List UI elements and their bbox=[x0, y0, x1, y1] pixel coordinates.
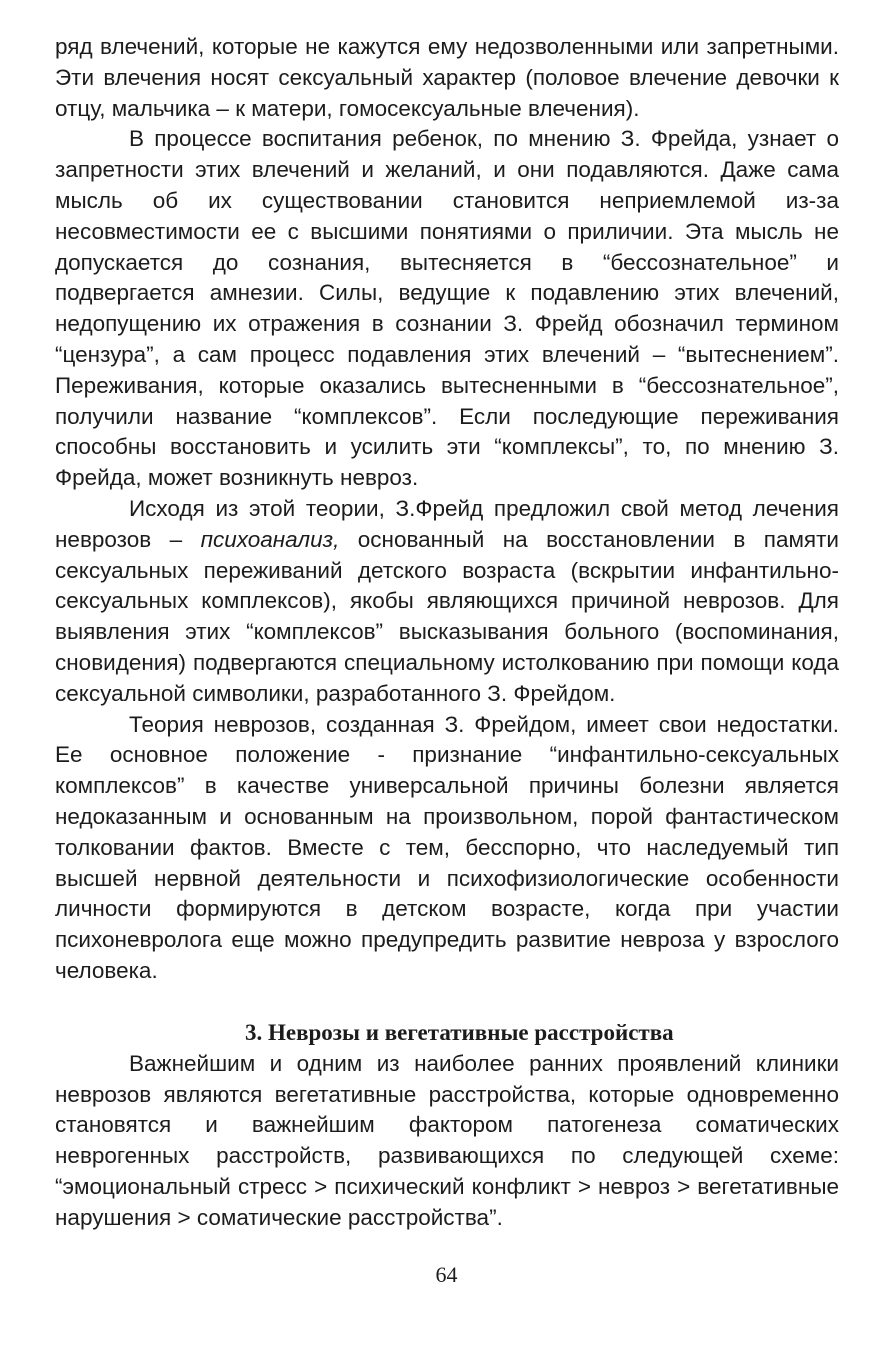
paragraph-2: В процессе воспитания ребенок, по мнению З. Фрейда, узнает о запретности этих влечений и желаний, и они подавляются. Даже сама мысль об их существовании становится неприемлемой из-за несовместимости ее с высшими понятиями о приличии. Эта мысль не допускается до сознания, вытесняется в “бессознательное” и подвергается амнезии. Силы, ведущие к подавлению этих влечений, недопущению их отражения в сознании З. Фрейд обозначил термином “цензура”, а сам процесс подавления этих влечений – “вытеснением”. Переживания, которые оказались вытесненными в “бессознательное”, получили название “комплексов”. Если последующие переживания способны восстановить и усилить эти “комплексы”, то, по мнению З. Фрейда, может возникнуть невроз. bbox=[55, 126, 839, 491]
page-number: 64 bbox=[435, 1262, 458, 1287]
paragraph-3-end: основанный на восстановлении в памяти сексуальных переживаний детского возраста (вскрытии инфантильно-сексуальных комплексов), якобы являющихся причиной неврозов. Для выявления этих “комплексов” высказывания больного (воспоминания, сновидения) подвергаются специальному истолкованию при помощи кода сексуальной символики, разработанного З. Фрейдом. bbox=[55, 526, 839, 706]
paragraph-3-emphasis: психоанализ, bbox=[200, 526, 340, 552]
section-spacer bbox=[55, 987, 839, 999]
paragraph-3 bbox=[55, 494, 839, 710]
paragraph-1: ряд влечений, которые не кажутся ему недозволенными или запретными. Эти влечения носят сексуальный характер (половое влечение девочки к отцу, мальчика – к матери, гомосексуальные влечения). bbox=[55, 34, 839, 121]
section-heading: 3. Неврозы и вегетативные расстройства bbox=[245, 1019, 674, 1045]
section-paragraph: Важнейшим и одним из наиболее ранних проявлений клиники неврозов являются вегетативные расстройства, которые одновременно становятся и важнейшим фактором патогенеза соматических неврогенных расстройств, развивающихся по следующей схеме: “эмоциональный стресс > психический конфликт > невроз > вегетативные нарушения > соматические расстройства”. bbox=[55, 1050, 839, 1230]
paragraph-4: Теория неврозов, созданная З. Фрейдом, имеет свои недостатки. Ее основное положение - признание “инфантильно-сексуальных комплексов” в качестве универсальной причины болезни является недоказанным и основанным на произвольном, порой фантастическом толковании фактов. Вместе с тем, бесспорно, что наследуемый тип высшей нервной деятельности и психофизиологические особенности личности формируются в детском возрасте, когда при участии психоневролога еще можно предупредить развитие невроза у взрослого человека. bbox=[55, 711, 839, 983]
paragraph-3-start: Исходя из этой теории, З.Фрейд предложил свой метод лечения неврозов – bbox=[55, 495, 839, 552]
